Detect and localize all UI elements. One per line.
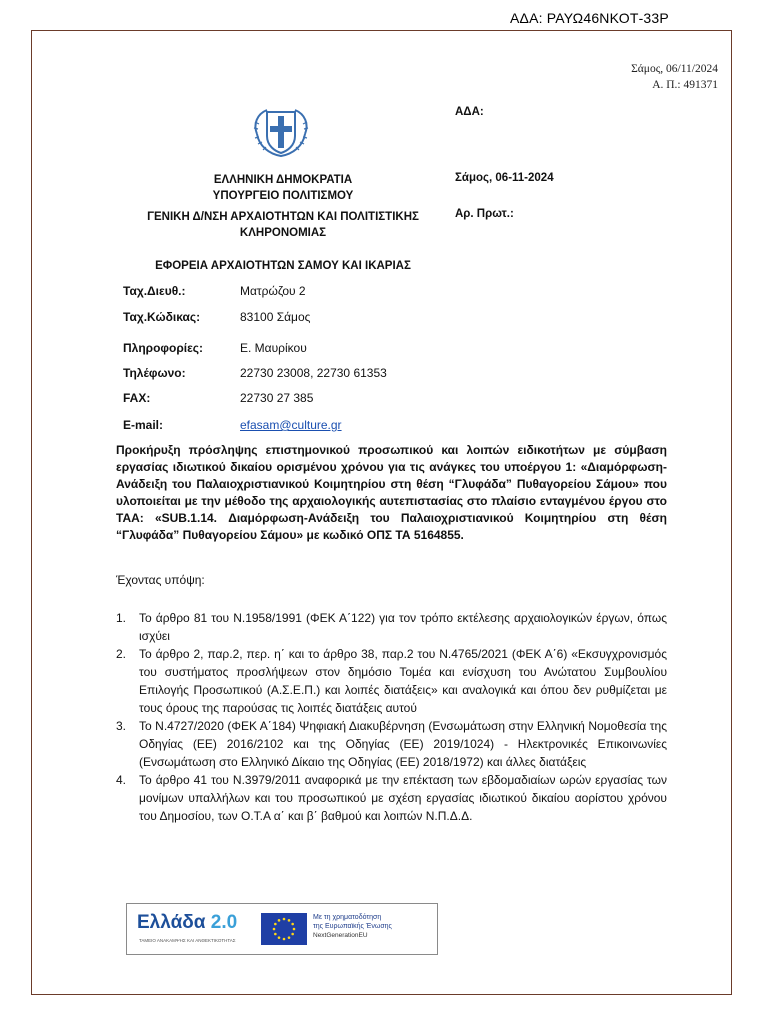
eu-star-icon xyxy=(274,933,277,936)
eu-line1: Με τη χρηματοδότηση xyxy=(313,914,382,921)
eu-funding-text xyxy=(313,913,392,940)
list-item-text: Το άρθρο 2, παρ.2, περ. η΄ και το άρθρο 38, παρ.2 του Ν.4765/2021 (ΦΕΚ Α΄6) «Εκσυγχρονισμός του συστήματος προσλήψεων στον δημόσιο Τομέα και ενίσχυση του Ανώτατου Συμβουλίου Επιλογής Προσωπικού (Α.Σ.Ε.Π.) και λοιπές διατάξεις» και αναλογικά και όπου δεν ρυθμίζεται με τους όρους της παρούσας τις λοιπές διατάξεις αυτού xyxy=(139,647,667,715)
contact-value-address: Ματρώζου 2 xyxy=(240,284,306,298)
eu-star-icon xyxy=(283,918,286,921)
list-item-text: Το άρθρο 41 του Ν.3979/2011 αναφορικά με την επέκταση των εβδομαδιαίων ωρών εργασίας των μονίμων υπαλλήλων και του προσωπικού με σχέση εργασίας ιδιωτικού δικαίου αορίστου χρόνου του Δημοσίου, των Ο.Τ.Α α΄ και β΄ βαθμού και λοιπών Ν.Π.Δ.Δ. xyxy=(139,773,667,823)
header-ada-label: ΑΔΑ: xyxy=(455,106,484,118)
contact-label-email: E-mail: xyxy=(123,418,164,432)
list-item-number: 1. xyxy=(116,611,127,625)
greek-emblem-icon xyxy=(249,104,313,158)
eu-flag-icon xyxy=(261,913,307,945)
list-item-number: 2. xyxy=(116,647,127,661)
considering-heading: Έχοντας υπόψη: xyxy=(116,573,205,587)
list-item xyxy=(116,645,667,717)
header-directorate-line2: ΚΛΗΡΟΝΟΜΙΑΣ xyxy=(239,227,327,239)
eu-star-icon xyxy=(291,933,294,936)
stamp xyxy=(631,61,718,93)
contact-email-link[interactable]: efasam@culture.gr xyxy=(240,418,342,432)
eu-star-icon xyxy=(288,936,291,939)
eu-line2: της Ευρωπαϊκής Ένωσης xyxy=(313,923,392,930)
list-item-text: Το άρθρο 81 του Ν.1958/1991 (ΦΕΚ Α΄122) για τον τρόπο εκτέλεσης αρχαιολογικών έργων, όπως ισχύει xyxy=(139,611,667,643)
header-protocol-label: Αρ. Πρωτ.: xyxy=(455,208,514,220)
contact-label-address: Ταχ.Διευθ.: xyxy=(123,284,186,298)
contact-value-info: Ε. Μαυρίκου xyxy=(240,341,307,355)
contact-value-postcode: 83100 Σάμος xyxy=(240,310,311,324)
header-republic: ΕΛΛΗΝΙΚΗ ΔΗΜΟΚΡΑΤΙΑ xyxy=(213,174,353,186)
contact-value-phone: 22730 23008, 22730 61353 xyxy=(240,366,387,380)
eu-star-icon xyxy=(278,919,281,922)
contact-label-fax: FAX: xyxy=(123,391,151,405)
list-item-number: 4. xyxy=(116,773,127,787)
greece-logo-subtitle: ΤΑΜΕΙΟ ΑΝΑΚΑΜΨΗΣ ΚΑΙ ΑΝΘΕΚΤΙΚΟΤΗΤΑΣ xyxy=(139,938,236,943)
contact-label-info: Πληροφορίες: xyxy=(123,341,204,355)
contact-label-phone: Τηλέφωνο: xyxy=(123,366,186,380)
list-item-text: Το Ν.4727/2020 (ΦΕΚ Α΄184) Ψηφιακή Διακυβέρνηση (Ενσωμάτωση στην Ελληνική Νομοθεσία της Οδηγίας (ΕΕ) 2016/2102 και της Οδηγίας (ΕΕ) 2019/1024) - Ηλεκτρονικές Επικοινωνίες (Ενσωμάτωση στο Ελληνικό Δίκαιο της Οδηγίας (ΕΕ) 2018/1972) και άλλες διατάξεις xyxy=(139,719,667,769)
list-item xyxy=(116,717,667,771)
stamp-protocol: Α. Π.: 491371 xyxy=(652,79,718,91)
contact-label-postcode: Ταχ.Κώδικας: xyxy=(123,310,201,324)
header-directorate-line1: ΓΕΝΙΚΗ Δ/ΝΣΗ ΑΡΧΑΙΟΤΗΤΩΝ ΚΑΙ ΠΟΛΙΤΙΣΤΙΚΗΣ xyxy=(147,211,419,223)
eu-star-icon xyxy=(278,936,281,939)
list-item-number: 3. xyxy=(116,719,127,733)
eu-star-icon xyxy=(283,938,286,941)
list-item xyxy=(116,609,667,645)
greece-logo-number: 2.0 xyxy=(210,912,238,933)
eu-star-icon xyxy=(288,919,291,922)
eu-star-icon xyxy=(293,928,296,931)
eu-star-icon xyxy=(291,923,294,926)
list-item xyxy=(116,771,667,825)
announcement-intro: Προκήρυξη πρόσληψης επιστημονικού προσωπικού και λοιπών ειδικοτήτων με σύμβαση εργασίας ιδιωτικού δικαίου ορισμένου χρόνου για τις ανάγκες του υποέργου 1: «Διαμόρφωση-Ανάδειξη του Παλαιοχριστιανικού Κοιμητηρίου στη θέση “Γλυφάδα” Πυθαγορείου Σάμου» που υλοποιείται με την μέθοδο της αρχαιολογικής αυτεπιστασίας στο πλαίσιο ενταγμένου έργου στο ΤΑΑ: «SUB.1.14. Διαμόρφωση-Ανάδειξη του Παλαιοχριστιανικού Κοιμητηρίου στη θέση “Γλυφάδα” Πυθαγορείου Σάμου» με κωδικό ΟΠΣ ΤΑ 5164855. xyxy=(116,443,667,542)
stamp-date: Σάμος, 06/11/2024 xyxy=(631,63,718,75)
ada-top: ΑΔΑ: ΡΑΥΩ46ΝΚΟΤ-33Ρ xyxy=(510,10,669,26)
eu-star-icon xyxy=(273,928,276,931)
contact-value-fax: 22730 27 385 xyxy=(240,391,314,405)
greece-logo-text: Ελλάδα xyxy=(137,912,206,933)
considerations-list xyxy=(116,609,667,825)
header-ephorate: ΕΦΟΡΕΙΑ ΑΡΧΑΙΟΤΗΤΩΝ ΣΑΜΟΥ ΚΑΙ ΙΚΑΡΙΑΣ xyxy=(155,260,411,272)
header-ministry: ΥΠΟΥΡΓΕΙΟ ΠΟΛΙΤΙΣΜΟΥ xyxy=(212,190,354,202)
eu-line3: NextGenerationEU xyxy=(313,932,368,939)
funding-banner xyxy=(126,903,438,955)
eu-star-icon xyxy=(274,923,277,926)
greece-2-0-logo xyxy=(137,912,237,934)
header-date: Σάμος, 06-11-2024 xyxy=(455,172,554,184)
